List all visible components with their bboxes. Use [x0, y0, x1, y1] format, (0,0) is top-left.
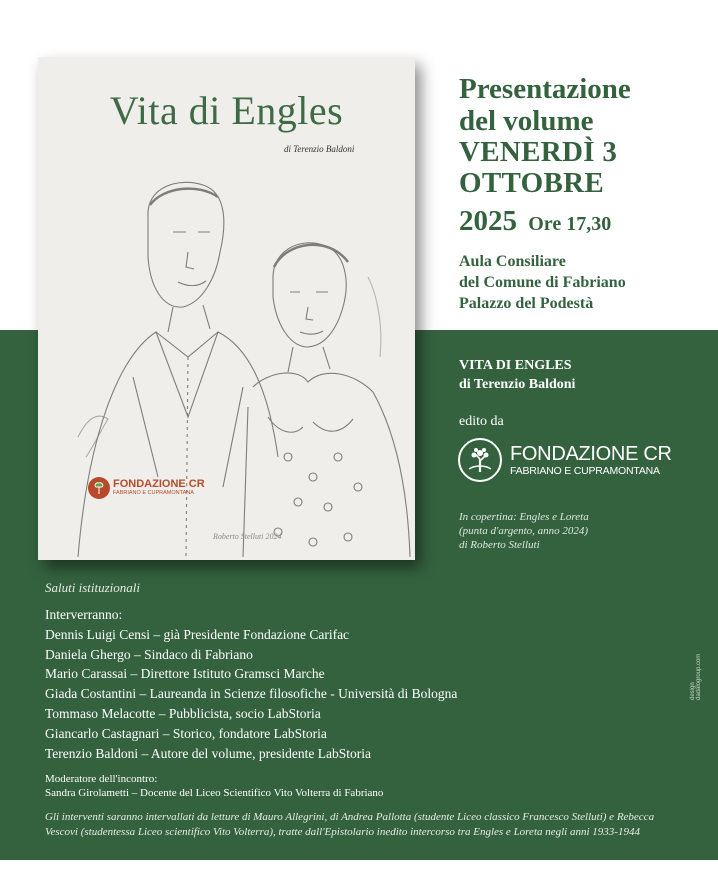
- venue-line-2: del Comune di Fabriano: [459, 274, 626, 291]
- cover-title: Vita di Engles: [109, 88, 344, 133]
- tree-logo-icon: [88, 477, 110, 499]
- moderator-block: [45, 772, 685, 800]
- event-venue: [459, 251, 626, 314]
- list-item: Terenzio Baldoni – Autore del volume, presidente LabStoria: [45, 745, 371, 761]
- cover-signature: Roberto Stelluti 2024: [213, 532, 282, 541]
- edito-label: edito da: [459, 414, 504, 429]
- cover-caption: [459, 510, 589, 552]
- cover-publisher-logo: [88, 477, 205, 499]
- tree-logo-icon: [458, 438, 502, 482]
- saluti-label: Saluti istituzionali: [45, 580, 140, 595]
- book-info: [459, 356, 575, 394]
- event-program: [45, 580, 685, 840]
- caption-line-1: In copertina: Engles e Loreta: [459, 511, 589, 523]
- headline-line-1: Presentazione: [459, 73, 631, 105]
- cover-author: di Terenzio Baldoni: [284, 144, 355, 154]
- event-month: OTTOBRE: [459, 167, 605, 199]
- book-author: di Terenzio Baldoni: [459, 377, 576, 392]
- bottom-margin: [0, 860, 718, 878]
- cover-logo-name: FONDAZIONE CR: [113, 478, 205, 490]
- headline-line-2: del volume: [459, 105, 594, 137]
- book-cover: [38, 57, 415, 560]
- cover-logo-sub: FABRIANO E CUPRAMONTANA: [113, 490, 194, 496]
- list-item: Tommaso Melacotte – Pubblicista, socio LabStoria: [45, 705, 321, 721]
- list-item: Giada Costantini – Laureanda in Scienze filosofiche - Università di Bologna: [45, 686, 458, 702]
- cover-sketch-illustration: [38, 157, 415, 560]
- closing-note: Gli interventi saranno intervallati da letture di Mauro Allegrini, di Andrea Pallotta (studente Liceo classico Francesco Stelluti) e Rebecca Vescovi (studentessa Liceo scientifico Vito Volterra), tratte dall'Epistolario inedito intercorso tra Engles e Loreta negli anni 1933-1944: [45, 811, 655, 839]
- caption-line-3: di Roberto Stelluti: [459, 539, 540, 551]
- venue-line-1: Aula Consiliare: [459, 253, 566, 270]
- list-item: Daniela Ghergo – Sindaco di Fabriano: [45, 646, 253, 662]
- publisher-sub: FABRIANO E CUPRAMONTANA: [510, 464, 660, 477]
- event-headline: [459, 73, 709, 242]
- caption-line-2: (punta d'argento, anno 2024): [459, 525, 589, 537]
- book-title: VITA DI ENGLES: [459, 358, 572, 373]
- event-year-line: [459, 203, 709, 242]
- speaker-list: [45, 605, 685, 763]
- intervengono-label: Interverranno:: [45, 607, 123, 622]
- list-item: Dennis Luigi Censi – già Presidente Fondazione Carifac: [45, 626, 350, 642]
- list-item: Giancarlo Castagnari – Storico, fondatore LabStoria: [45, 725, 327, 741]
- venue-line-3: Palazzo del Podestà: [459, 295, 594, 312]
- event-year: 2025: [459, 205, 517, 237]
- moderator-name: Sandra Girolametti – Docente del Liceo Scientifico Vito Volterra di Fabriano: [45, 787, 384, 800]
- event-day: VENERDÌ 3: [459, 136, 618, 168]
- event-time: Ore 17,30: [528, 213, 612, 235]
- design-credit: design dadalogroup.com: [690, 653, 702, 700]
- moderator-label: Moderatore dell'incontro:: [45, 773, 158, 786]
- publisher-logo: [458, 438, 672, 482]
- list-item: Mario Carassai – Direttore Istituto Gramsci Marche: [45, 666, 325, 682]
- publisher-name: FONDAZIONE CR: [510, 442, 672, 465]
